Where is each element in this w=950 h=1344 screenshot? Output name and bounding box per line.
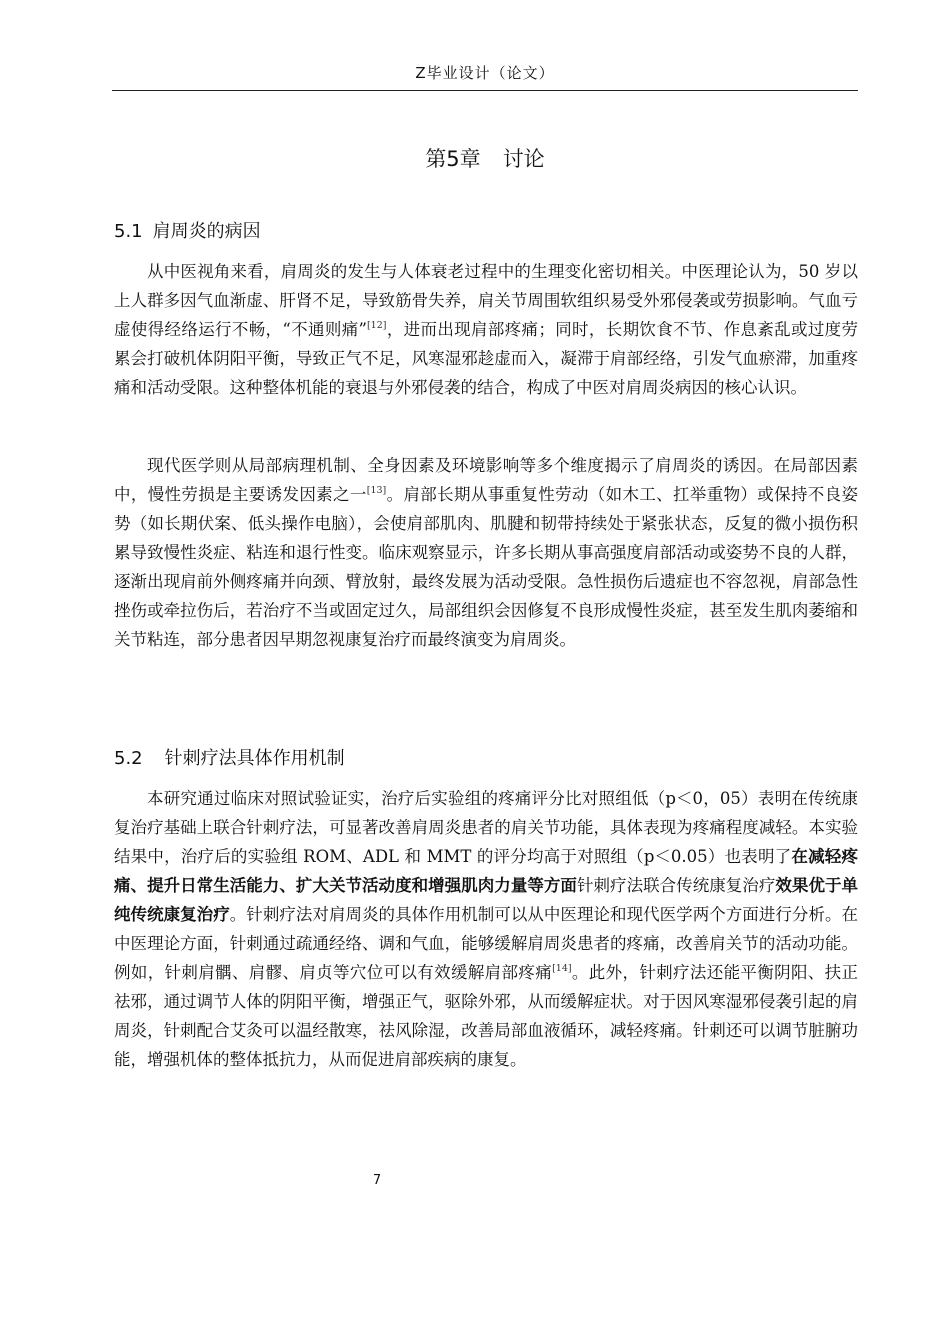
paragraph-tcm-etiology [114,257,858,402]
chapter-number: 第5章 [425,147,481,171]
citation-13[interactable]: [13] [366,485,387,496]
emphasized-text: 效果优于单纯传统康复治疗 [114,876,859,924]
section-heading-5-1 [114,217,261,243]
section-number: 5.1 [114,221,143,242]
paragraph-modern-etiology [114,451,858,654]
paragraph-text: 。针刺疗法对肩周炎的具体作用机制可以从中医理论和现代医学两个方面进行分析。在中医理论方面，针刺通过疏通经络、调和气血，能够缓解肩周炎患者的疼痛，改善肩关节的活动功能。例如，针刺肩髃、肩髎、肩贞等穴位可以有效缓解肩部疼痛 [114,905,859,982]
paragraph-text: 现代医学则从局部病理机制、全身因素及环境影响等多个维度揭示了肩周炎的诱因。在局部因素中，慢性劳损是主要诱发因素之一 [114,456,858,504]
section-title: 针刺疗法具体作用机制 [164,748,345,769]
paragraph-text: 从中医视角来看，肩周炎的发生与人体衰老过程中的生理变化密切相关。中医理论认为，50 岁以上人群多因气血渐虚、肝肾不足，导致筋骨失养，肩关节周围软组织易受外邪侵袭或劳损影响。气血亏虚使得经络运行不畅，“不通则痛” [114,262,858,339]
citation-12[interactable]: [12] [366,320,387,331]
emphasized-text: 在减轻疼痛、提升日常生活能力、扩大关节活动度和增强肌肉力量等方面 [114,847,858,895]
citation-14[interactable]: [14] [552,963,572,974]
chapter-name: 讨论 [502,147,545,171]
paragraph-text: 针刺疗法联合传统康复治疗 [576,876,776,895]
paragraph-text: 。肩部长期从事重复性劳动（如木工、扛举重物）或保持不良姿势（如长期伏案、低头操作电脑），会使肩部肌肉、肌腱和韧带持续处于紧张状态，反复的微小损伤积累导致慢性炎症、粘连和退行性变。临床观察显示，许多长期从事高强度肩部活动或姿势不良的人群，逐渐出现肩前外侧疼痛并向颈、臂放射，最终发展为活动受限。急性损伤后遗症也不容忽视，肩部急性挫伤或牵拉伤后，若治疗不当或固定过久，局部组织会因修复不良形成慢性炎症，甚至发生肌肉萎缩和关节粘连，部分患者因早期忽视康复治疗而最终演变为肩周炎。 [114,485,859,649]
paragraph-text: 本研究通过临床对照试验证实，治疗后实验组的疼痛评分比对照组低（p＜0，05）表明在传统康复治疗基础上联合针刺疗法，可显著改善肩周炎患者的肩关节功能，具体表现为疼痛程度减轻。本实验结果中，治疗后的实验组 ROM、ADL 和 MMT 的评分均高于对照组（p＜0.05）也表明了 [114,789,858,866]
section-number: 5.2 [114,748,143,769]
section-heading-5-2 [114,744,345,770]
chapter-title [112,143,858,173]
page-header-title: Z毕业设计（论文） [415,64,555,82]
section-title: 肩周炎的病因 [152,221,261,242]
paragraph-text: ，进而出现肩部疼痛；同时，长期饮食不节、作息紊乱或过度劳累会打破机体阴阳平衡，导致正气不足，风寒湿邪趁虚而入，凝滞于肩部经络，引发气血瘀滞，加重疼痛和活动受限。这种整体机能的衰退与外邪侵袭的结合，构成了中医对肩周炎病因的核心认识。 [114,320,858,397]
paragraph-text: 。此外，针刺疗法还能平衡阴阳、扶正祛邪，通过调节人体的阴阳平衡，增强正气，驱除外邪，从而缓解症状。对于因风寒湿邪侵袭引起的肩周炎，针刺配合艾灸可以温经散寒，祛风除湿，改善局部血液循环，减轻疼痛。针刺还可以调节脏腑功能，增强机体的整体抵抗力，从而促进肩部疾病的康复。 [114,963,859,1069]
paragraph-acupuncture-mechanism [114,784,858,1074]
page-number: 7 [372,1173,382,1188]
header-divider [112,90,858,91]
